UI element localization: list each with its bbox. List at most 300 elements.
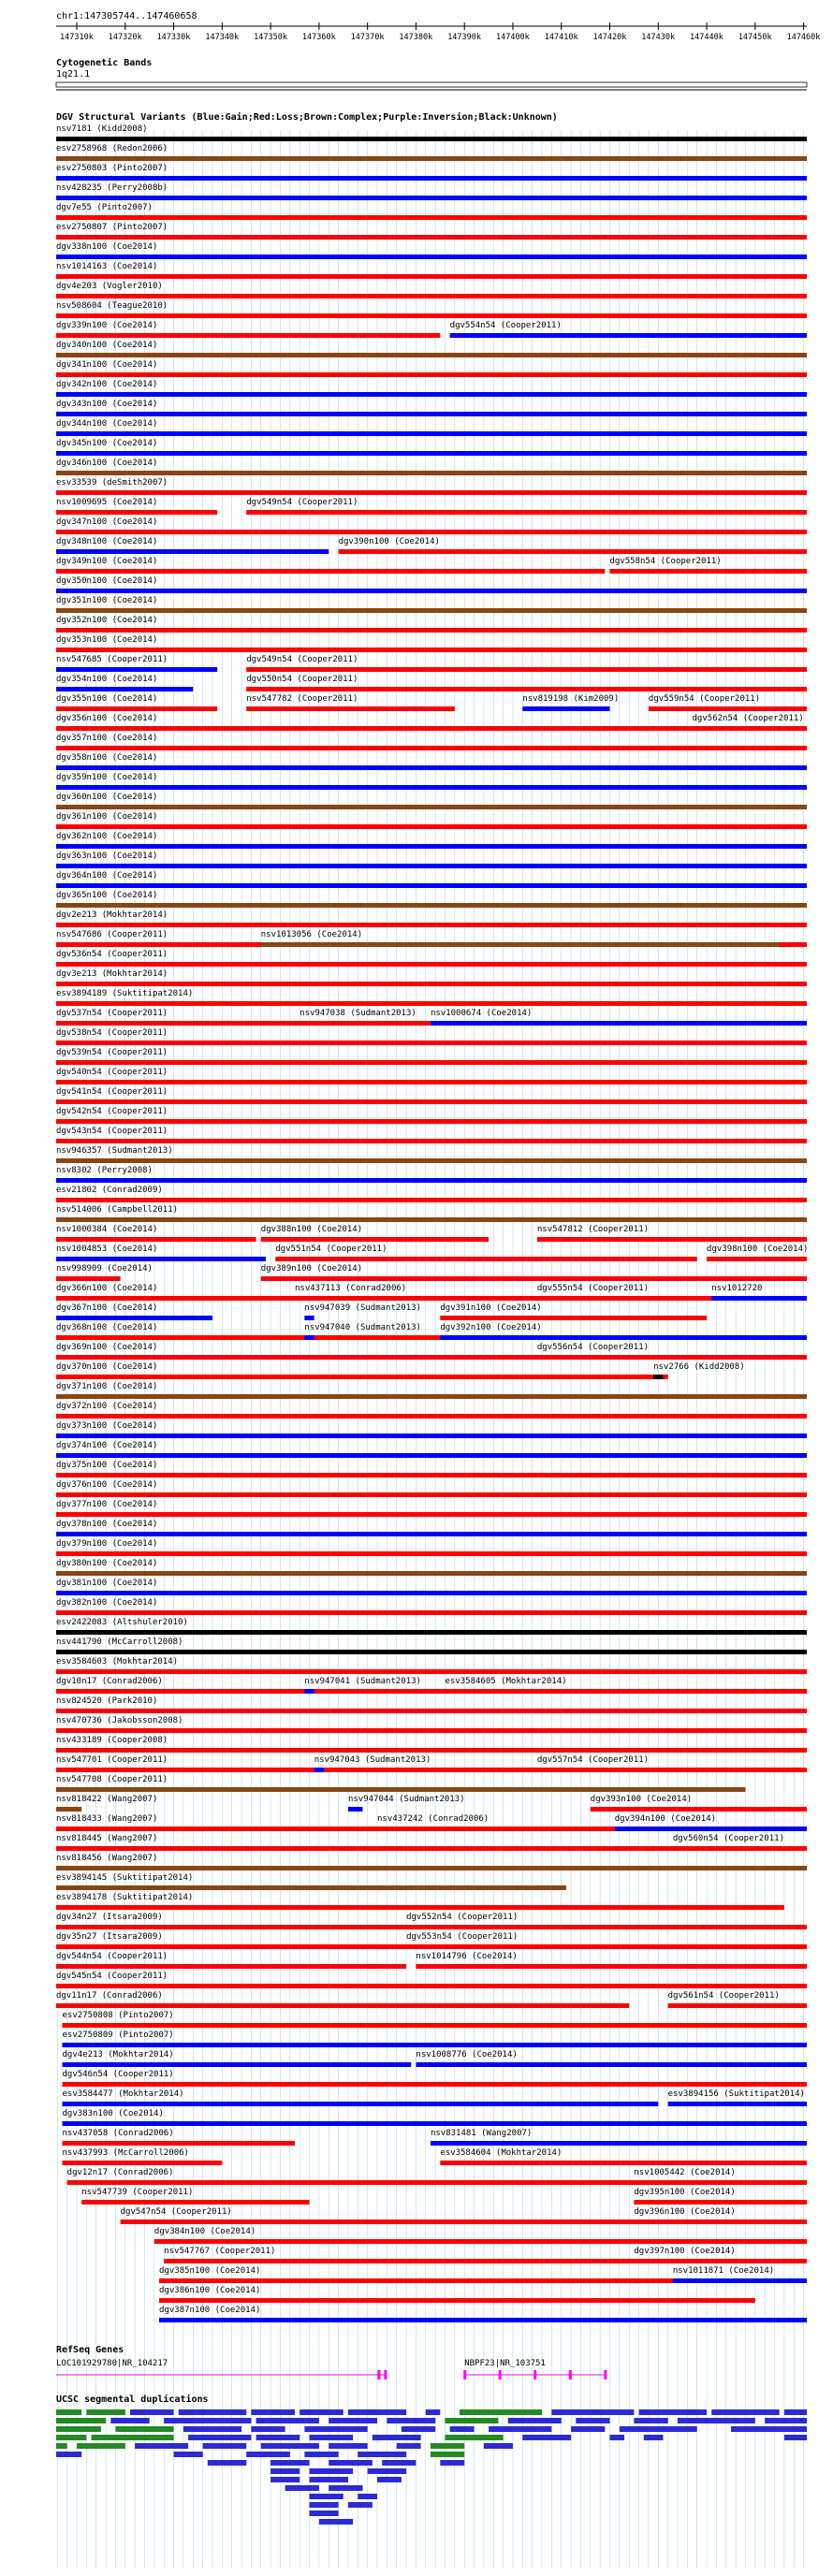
segdup-block — [784, 2435, 807, 2440]
cytoband-title: Cytogenetic Bands — [56, 58, 153, 68]
variant-label: nsv819198 (Kim2009) — [522, 694, 620, 704]
variant-bar — [56, 1080, 807, 1084]
variant-bar — [591, 1807, 807, 1812]
variant-bar — [56, 1099, 807, 1104]
variant-bar — [56, 1630, 807, 1635]
variant-label: nsv998909 (Coe2014) — [56, 1264, 153, 1273]
variant-bar — [634, 2219, 807, 2224]
variant-label: nsv547782 (Cooper2011) — [246, 694, 358, 704]
variant-label: dgv364n100 (Coe2014) — [56, 871, 158, 880]
variant-label: dgv554n54 (Cooper2011) — [449, 321, 562, 330]
variant-bar — [56, 1709, 807, 1713]
segdup-block — [270, 2468, 300, 2474]
variant-label: dgv358n100 (Coe2014) — [56, 753, 158, 763]
variant-bar — [56, 510, 217, 515]
segdup-block — [382, 2460, 416, 2466]
variant-bar — [440, 1316, 707, 1320]
variant-bar — [56, 982, 807, 986]
segdup-block — [620, 2426, 697, 2432]
variant-bar — [154, 2239, 807, 2244]
segdup-block — [489, 2426, 551, 2432]
segdup-block — [576, 2418, 609, 2423]
segdup-block — [387, 2418, 435, 2423]
variant-label: nsv547708 (Cooper2011) — [56, 1775, 168, 1784]
variant-label: nsv437993 (McCarroll2006) — [62, 2148, 189, 2158]
variant-bar — [653, 1375, 663, 1379]
segdup-block — [135, 2443, 188, 2449]
variant-bar — [406, 1925, 807, 1929]
variant-bar — [56, 255, 807, 259]
variant-label: nsv508604 (Teague2010) — [56, 301, 168, 311]
variant-label: dgv347n100 (Coe2014) — [56, 517, 158, 527]
variant-label: nsv818456 (Wang2007) — [56, 1854, 158, 1863]
variant-bar — [416, 2062, 807, 2067]
variant-bar — [668, 2102, 807, 2106]
variant-label: dgv357n100 (Coe2014) — [56, 734, 158, 743]
segdup-track — [56, 2409, 807, 2525]
variant-bar — [445, 1689, 807, 1694]
variant-bar — [261, 1276, 807, 1281]
variant-label: dgv392n100 (Coe2014) — [440, 1323, 542, 1332]
variant-label: dgv383n100 (Coe2014) — [62, 2109, 164, 2118]
variant-label: nsv1014796 (Coe2014) — [416, 1952, 518, 1961]
variant-bar — [56, 1119, 807, 1124]
variant-bar — [56, 1434, 807, 1438]
variant-bar — [406, 1944, 807, 1949]
variant-label: dgv12n17 (Conrad2006) — [66, 2168, 174, 2177]
ruler-tick-label: 147420k — [592, 33, 627, 42]
variant-label: nsv947043 (Sudmant2013) — [314, 1755, 431, 1765]
variant-label: nsv547767 (Cooper2011) — [164, 2247, 276, 2256]
variant-bar — [56, 1512, 807, 1517]
variant-bar — [56, 667, 217, 672]
segdup-block — [86, 2409, 124, 2415]
variant-label: dgv549n54 (Cooper2011) — [246, 498, 358, 507]
segdup-block — [251, 2426, 285, 2432]
variant-bar — [56, 392, 807, 397]
variant-bar — [56, 1158, 807, 1163]
variant-label: dgv558n54 (Cooper2011) — [609, 557, 722, 566]
variant-bar — [56, 431, 807, 436]
variant-bar — [56, 1610, 807, 1615]
variant-bar — [304, 1689, 314, 1694]
variant-bar — [56, 1473, 807, 1477]
variant-bar — [56, 1669, 807, 1674]
ruler-tick-label: 147330k — [156, 33, 191, 42]
variant-label: dgv387n100 (Coe2014) — [159, 2306, 261, 2315]
variant-label: dgv2e213 (Mokhtar2014) — [56, 910, 168, 920]
variant-bar — [63, 2043, 807, 2047]
ruler-tick-label: 147360k — [301, 33, 336, 42]
position-label: chr1:147305744..147460658 — [56, 11, 197, 22]
variant-bar — [56, 235, 807, 240]
variant-bar — [56, 1316, 212, 1320]
refseq-track-title: RefSeq Genes — [56, 2345, 124, 2355]
variant-label: dgv348n100 (Coe2014) — [56, 537, 158, 546]
refseq-track — [56, 2359, 606, 2380]
variant-label: dgv538n54 (Cooper2011) — [56, 1028, 168, 1038]
variant-label: dgv351n100 (Coe2014) — [56, 596, 158, 605]
variant-bar — [668, 2003, 807, 2008]
variant-bar — [246, 667, 807, 672]
variant-bar — [56, 333, 440, 338]
variant-label: dgv390n100 (Coe2014) — [338, 537, 440, 546]
variant-label: dgv539n54 (Cooper2011) — [56, 1048, 168, 1057]
variant-label: nsv947038 (Sudmant2013) — [300, 1009, 416, 1018]
segdup-block — [368, 2468, 406, 2474]
variant-label: dgv366n100 (Coe2014) — [56, 1284, 158, 1293]
variant-label: dgv562n54 (Cooper2011) — [692, 714, 804, 723]
variant-label: nsv8302 (Perry2008) — [56, 1166, 153, 1175]
variant-bar — [304, 1335, 314, 1340]
variant-label: nsv2766 (Kidd2008) — [653, 1362, 745, 1372]
variant-bar — [673, 1846, 807, 1851]
segdup-block — [310, 2435, 354, 2440]
variant-label: nsv433189 (Cooper2008) — [56, 1736, 168, 1745]
segdup-block — [508, 2418, 562, 2423]
variant-label: esv2750808 (Pinto2007) — [62, 2011, 174, 2020]
variant-label: nsv1012720 — [711, 1284, 763, 1293]
variant-label: dgv374n100 (Coe2014) — [56, 1441, 158, 1450]
variant-label: nsv547812 (Cooper2011) — [536, 1225, 650, 1234]
segdup-block — [56, 2418, 106, 2423]
variant-bar — [56, 1591, 807, 1595]
variant-label: dgv542n54 (Cooper2011) — [56, 1107, 168, 1116]
variant-bar — [63, 2161, 223, 2165]
variant-label: nsv547701 (Cooper2011) — [56, 1755, 168, 1765]
segdup-block — [310, 2477, 348, 2482]
segdup-block — [251, 2409, 295, 2415]
variant-label: dgv7e55 (Pinto2007) — [56, 203, 153, 212]
variant-bar — [377, 1826, 431, 1831]
variant-label: nsv547739 (Cooper2011) — [81, 2188, 194, 2197]
variant-bar — [56, 156, 807, 161]
variant-label: nsv947040 (Sudmant2013) — [304, 1323, 421, 1332]
ruler-tick-label: 147320k — [108, 33, 142, 42]
dgv-track-title: DGV Structural Variants (Blue:Gain;Red:Loss;Brown:Complex;Purple:Inversion;Black:Unknown) — [56, 112, 558, 123]
variant-bar — [56, 1375, 668, 1379]
variant-bar — [56, 648, 807, 652]
variant-label: esv3894156 (Suktitipat2014) — [667, 2089, 805, 2099]
segdup-block — [348, 2409, 406, 2415]
dgv-track — [56, 124, 808, 2322]
variant-label: dgv35n27 (Itsara2009) — [56, 1932, 163, 1942]
variant-bar — [56, 1866, 807, 1870]
variant-bar — [56, 1984, 807, 1988]
segdup-block — [56, 2426, 101, 2432]
variant-label: dgv386n100 (Coe2014) — [159, 2286, 261, 2295]
variant-label: dgv385n100 (Coe2014) — [159, 2266, 261, 2276]
segdup-block — [310, 2468, 354, 2474]
variant-bar — [56, 1453, 807, 1458]
variant-label: dgv343n100 (Coe2014) — [56, 400, 158, 409]
ruler-tick-label: 147380k — [399, 33, 433, 42]
gene-exon — [377, 2370, 380, 2380]
variant-bar — [314, 1768, 324, 1772]
variant-bar — [56, 844, 807, 849]
segdup-block — [329, 2443, 367, 2449]
variant-label: dgv549n54 (Cooper2011) — [246, 655, 358, 664]
ruler-tick-label: 147400k — [495, 33, 530, 42]
variant-label: nsv818445 (Wang2007) — [56, 1834, 158, 1843]
variant-label: nsv7181 (Kidd2008) — [56, 124, 148, 134]
variant-bar — [300, 1021, 426, 1026]
variant-label: nsv831481 (Wang2007) — [430, 2129, 533, 2138]
variant-label: dgv544n54 (Cooper2011) — [56, 1952, 168, 1961]
variant-bar — [440, 1335, 807, 1340]
variant-label: nsv1008776 (Coe2014) — [416, 2050, 518, 2059]
gene-exon — [499, 2370, 502, 2380]
variant-label: dgv354n100 (Coe2014) — [56, 675, 158, 684]
variant-bar — [81, 2200, 309, 2205]
variant-label: dgv377n100 (Coe2014) — [56, 1500, 158, 1509]
variant-label: dgv350n100 (Coe2014) — [56, 576, 158, 586]
segdup-block — [551, 2409, 634, 2415]
variant-label: dgv550n54 (Cooper2011) — [246, 675, 358, 684]
variant-bar — [56, 549, 329, 554]
variant-bar — [56, 1532, 807, 1536]
variant-bar — [56, 1905, 784, 1910]
variant-bar — [56, 746, 807, 750]
ruler-tick-label: 147370k — [350, 33, 385, 42]
ruler-tick-label: 147410k — [544, 33, 578, 42]
variant-label: dgv353n100 (Coe2014) — [56, 635, 158, 645]
variant-label: dgv397n100 (Coe2014) — [634, 2247, 736, 2256]
ruler-tick-label: 147340k — [205, 33, 240, 42]
segdup-block — [270, 2460, 309, 2466]
segdup-block — [319, 2519, 353, 2525]
variant-bar — [537, 1355, 807, 1360]
segdup-block — [285, 2485, 319, 2491]
variant-bar — [56, 883, 807, 888]
variant-bar — [56, 215, 807, 220]
variant-bar — [63, 2023, 807, 2028]
variant-bar — [56, 1964, 406, 1969]
variant-bar — [348, 1807, 363, 1812]
segdup-block — [208, 2460, 246, 2466]
ruler-tick-label: 147430k — [641, 33, 676, 42]
segdup-block — [304, 2452, 338, 2457]
segdup-block — [348, 2502, 373, 2508]
variant-label: dgv536n54 (Cooper2011) — [56, 950, 168, 959]
variant-label: dgv370n100 (Coe2014) — [56, 1362, 158, 1372]
segdup-block — [397, 2443, 421, 2449]
variant-label: esv2750807 (Pinto2007) — [56, 223, 168, 232]
segdup-block — [300, 2409, 343, 2415]
variant-bar — [537, 1237, 807, 1242]
variant-label: dgv369n100 (Coe2014) — [56, 1343, 158, 1352]
variant-bar — [56, 1787, 745, 1792]
variant-label: esv3894178 (Suktitipat2014) — [56, 1893, 194, 1902]
segdup-block — [639, 2409, 707, 2415]
segdup-block — [188, 2435, 251, 2440]
variant-label: nsv947044 (Sudmant2013) — [347, 1795, 465, 1804]
variant-bar — [246, 706, 455, 711]
variant-label: dgv557n54 (Cooper2011) — [536, 1755, 650, 1765]
variant-bar — [431, 1021, 807, 1026]
variant-label: dgv540n54 (Cooper2011) — [56, 1068, 168, 1077]
variant-bar — [304, 1316, 314, 1320]
variant-bar — [56, 412, 807, 416]
variant-label: dgv344n100 (Coe2014) — [56, 419, 158, 429]
variant-label: esv3894189 (Suktitipat2014) — [56, 989, 194, 998]
segdup-block — [256, 2435, 300, 2440]
variant-bar — [56, 589, 807, 593]
segdup-block — [402, 2426, 435, 2432]
variant-bar — [56, 490, 807, 495]
ruler-tick-label: 147460k — [786, 33, 821, 42]
segdup-block — [445, 2435, 503, 2440]
variant-label: dgv396n100 (Coe2014) — [634, 2207, 736, 2217]
variant-bar — [56, 608, 807, 613]
variant-label: nsv437058 (Conrad2006) — [62, 2129, 174, 2138]
variant-label: dgv391n100 (Coe2014) — [440, 1303, 542, 1313]
variant-bar — [56, 706, 217, 711]
variant-label: esv3584605 (Mokhtar2014) — [445, 1677, 567, 1686]
variant-bar — [673, 2278, 807, 2283]
variant-label: dgv379n100 (Coe2014) — [56, 1539, 158, 1549]
variant-label: dgv555n54 (Cooper2011) — [536, 1284, 650, 1293]
variant-bar — [711, 1296, 807, 1301]
variant-bar — [634, 2180, 807, 2185]
segdup-block — [450, 2426, 475, 2432]
segdup-block — [115, 2426, 173, 2432]
variant-bar — [56, 1217, 807, 1222]
variant-label: dgv556n54 (Cooper2011) — [536, 1343, 650, 1352]
variant-label: dgv546n54 (Cooper2011) — [62, 2070, 174, 2079]
variant-label: nsv1000384 (Coe2014) — [56, 1225, 158, 1234]
variant-label: dgv340n100 (Coe2014) — [56, 341, 158, 350]
variant-bar — [56, 923, 807, 927]
segdup-block — [56, 2452, 81, 2457]
variant-label: dgv553n54 (Cooper2011) — [406, 1932, 519, 1942]
variant-bar — [56, 313, 807, 318]
segdup-block — [164, 2418, 251, 2423]
segdup-block — [445, 2418, 498, 2423]
segdup-block — [77, 2443, 125, 2449]
variant-label: dgv376n100 (Coe2014) — [56, 1480, 158, 1490]
variant-label: dgv338n100 (Coe2014) — [56, 242, 158, 252]
variant-label: esv2758968 (Redon2006) — [56, 144, 168, 153]
variant-bar — [56, 1807, 81, 1812]
segdup-block — [610, 2435, 625, 2440]
variant-label: nsv437242 (Conrad2006) — [377, 1814, 490, 1824]
variant-bar — [56, 372, 807, 377]
variant-bar — [693, 726, 807, 731]
variant-label: dgv34n27 (Itsara2009) — [56, 1913, 163, 1922]
variant-label: dgv362n100 (Coe2014) — [56, 832, 158, 841]
variant-label: nsv470736 (Jakobsson2008) — [56, 1716, 183, 1725]
variant-bar — [56, 785, 807, 790]
variant-label: dgv4e203 (Vogler2010) — [56, 282, 163, 291]
gene-exon — [463, 2370, 466, 2380]
variant-label: dgv395n100 (Coe2014) — [634, 2188, 736, 2197]
variant-label: dgv541n54 (Cooper2011) — [56, 1087, 168, 1097]
segdup-block — [460, 2409, 542, 2415]
segdup-block — [270, 2477, 300, 2482]
variant-bar — [56, 1001, 807, 1006]
cytoband-label: 1q21.1 — [56, 69, 91, 80]
segdup-block — [784, 2409, 807, 2415]
variant-label: dgv394n100 (Coe2014) — [614, 1814, 717, 1824]
variant-label: dgv543n54 (Cooper2011) — [56, 1127, 168, 1136]
variant-bar — [537, 1768, 807, 1772]
variant-label: nsv514006 (Campbell2011) — [56, 1205, 179, 1215]
variant-bar — [634, 2259, 807, 2263]
ruler-tick-label: 147350k — [254, 33, 287, 42]
variant-bar — [56, 471, 807, 475]
variant-label: dgv365n100 (Coe2014) — [56, 891, 158, 900]
variant-bar — [56, 1414, 807, 1419]
variant-bar — [56, 1060, 807, 1065]
variant-bar — [56, 1885, 566, 1890]
variant-label: dgv360n100 (Coe2014) — [56, 793, 158, 802]
segdup-block — [174, 2452, 203, 2457]
segdup-block — [183, 2426, 241, 2432]
variant-label: dgv359n100 (Coe2014) — [56, 773, 158, 782]
segdup-block — [731, 2426, 807, 2432]
variant-label: dgv342n100 (Coe2014) — [56, 380, 158, 389]
segdup-block — [644, 2435, 664, 2440]
variant-label: nsv1013056 (Coe2014) — [260, 930, 363, 939]
variant-label: nsv547686 (Cooper2011) — [56, 930, 168, 939]
variant-label: esv3894145 (Suktitipat2014) — [56, 1873, 194, 1883]
variant-bar — [56, 864, 807, 868]
gene-exon — [533, 2370, 536, 2380]
gene-exon — [569, 2370, 572, 2380]
segdup-block — [440, 2460, 464, 2466]
variant-bar — [707, 1257, 807, 1261]
variant-bar — [56, 353, 807, 357]
segdup-block — [426, 2409, 441, 2415]
variant-bar — [56, 1139, 807, 1143]
variant-bar — [275, 1257, 696, 1261]
variant-label: dgv561n54 (Cooper2011) — [667, 1991, 780, 2001]
variant-label: nsv947041 (Sudmant2013) — [304, 1677, 421, 1686]
variant-label: nsv947039 (Sudmant2013) — [304, 1303, 421, 1313]
variant-label: dgv380n100 (Coe2014) — [56, 1559, 158, 1568]
variant-bar — [56, 805, 807, 809]
variant-label: nsv1005442 (Coe2014) — [634, 2168, 736, 2177]
variant-bar — [610, 569, 807, 574]
cytoband-bar — [56, 82, 807, 87]
segdup-block — [373, 2435, 421, 2440]
variant-bar — [246, 510, 807, 515]
variant-bar — [440, 2161, 807, 2165]
segdup-block — [431, 2443, 464, 2449]
segdup-block — [711, 2409, 779, 2415]
variant-label: dgv368n100 (Coe2014) — [56, 1323, 158, 1332]
variant-label: dgv398n100 (Coe2014) — [707, 1244, 809, 1254]
variant-bar — [56, 176, 807, 181]
variant-label: dgv389n100 (Coe2014) — [260, 1264, 363, 1273]
segdup-block — [92, 2435, 174, 2440]
variant-label: dgv388n100 (Coe2014) — [260, 1225, 363, 1234]
variant-label: nsv824520 (Park2010) — [56, 1696, 158, 1706]
variant-bar — [416, 1964, 807, 1969]
variant-bar — [63, 2102, 659, 2106]
variant-label: dgv367n100 (Coe2014) — [56, 1303, 158, 1313]
ruler-tick-label: 147440k — [690, 33, 723, 42]
variant-label: dgv372n100 (Coe2014) — [56, 1402, 158, 1411]
variant-bar — [339, 549, 807, 554]
gene-label: LOC101929780|NR_104217 — [56, 2359, 168, 2368]
gene-exon — [604, 2370, 606, 2380]
variant-label: dgv10n17 (Conrad2006) — [56, 1677, 163, 1686]
variant-bar — [56, 1571, 807, 1576]
variant-label: nsv818433 (Wang2007) — [56, 1814, 158, 1824]
variant-bar — [56, 903, 807, 908]
